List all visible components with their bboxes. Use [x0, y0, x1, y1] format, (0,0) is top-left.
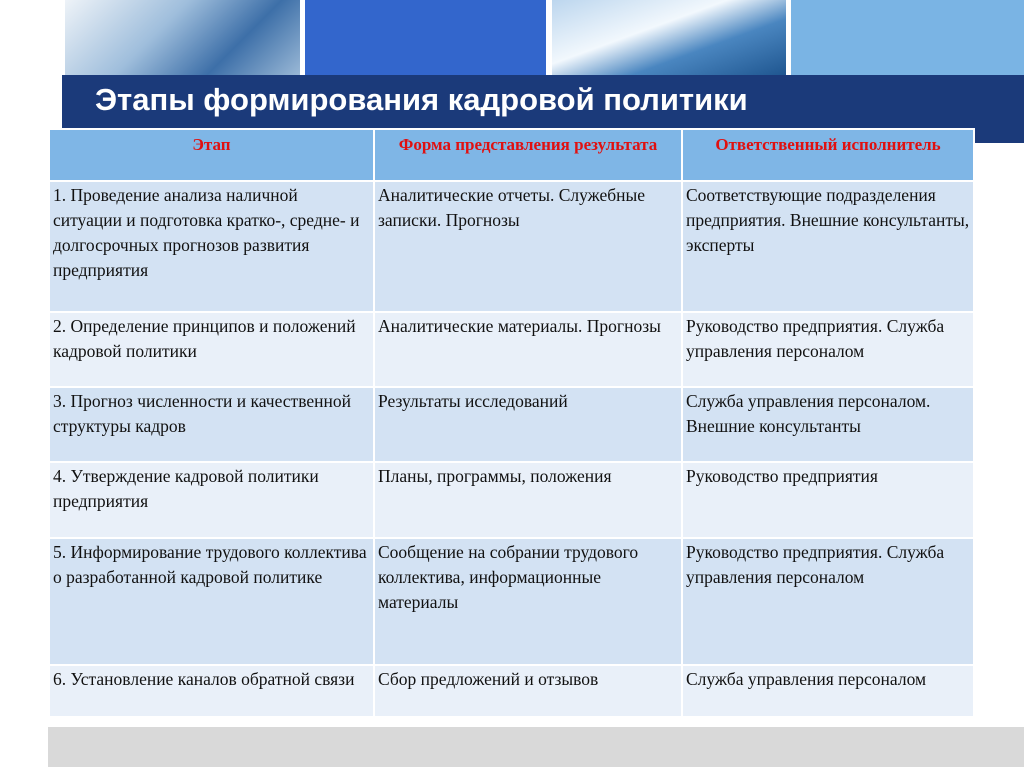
cell-stage: 1. Проведение анализа наличной ситуации и подготовка кратко-, средне- и долгосрочных прогнозов развития предприятия — [49, 181, 374, 312]
cell-responsible: Служба управления персоналом. Внешние консультанты — [682, 387, 974, 462]
stages-table — [48, 128, 975, 718]
header-photo-buildings — [552, 0, 786, 75]
cell-result-form: Аналитические отчеты. Служебные записки. Прогнозы — [374, 181, 682, 312]
header-lightblue-block — [791, 0, 1024, 75]
cell-responsible: Руководство предприятия — [682, 462, 974, 538]
cell-result-form: Результаты исследований — [374, 387, 682, 462]
title-band-tab — [975, 129, 1024, 143]
cell-stage: 5. Информирование трудового коллектива о разработанной кадровой политике — [49, 538, 374, 665]
cell-responsible: Служба управления персоналом — [682, 665, 974, 717]
slide-title: Этапы формирования кадровой политики — [95, 82, 748, 117]
cell-result-form: Аналитические материалы. Прогнозы — [374, 312, 682, 387]
header-result-form: Форма представления результата — [374, 129, 682, 181]
table-row — [49, 181, 974, 312]
cell-stage: 2. Определение принципов и положений кадровой политики — [49, 312, 374, 387]
table-row — [49, 538, 974, 665]
cell-stage: 6. Установление каналов обратной связи — [49, 665, 374, 717]
cell-responsible: Руководство предприятия. Служба управления персоналом — [682, 312, 974, 387]
footer-bar — [48, 727, 1024, 767]
table-row — [49, 387, 974, 462]
table-row — [49, 312, 974, 387]
cell-result-form: Сбор предложений и отзывов — [374, 665, 682, 717]
header-blue-block — [305, 0, 546, 75]
cell-responsible: Соответствующие подразделения предприятия. Внешние консультанты, эксперты — [682, 181, 974, 312]
header-stage: Этап — [49, 129, 374, 181]
table-row — [49, 462, 974, 538]
table-row — [49, 665, 974, 717]
cell-stage: 3. Прогноз численности и качественной структуры кадров — [49, 387, 374, 462]
cell-stage: 4. Утверждение кадровой политики предприятия — [49, 462, 374, 538]
cell-result-form: Планы, программы, положения — [374, 462, 682, 538]
cell-result-form: Сообщение на собрании трудового коллектива, информационные материалы — [374, 538, 682, 665]
header-responsible: Ответственный исполнитель — [682, 129, 974, 181]
header-photo-keyboard — [65, 0, 300, 75]
table-header-row — [49, 129, 974, 181]
cell-responsible: Руководство предприятия. Служба управления персоналом — [682, 538, 974, 665]
